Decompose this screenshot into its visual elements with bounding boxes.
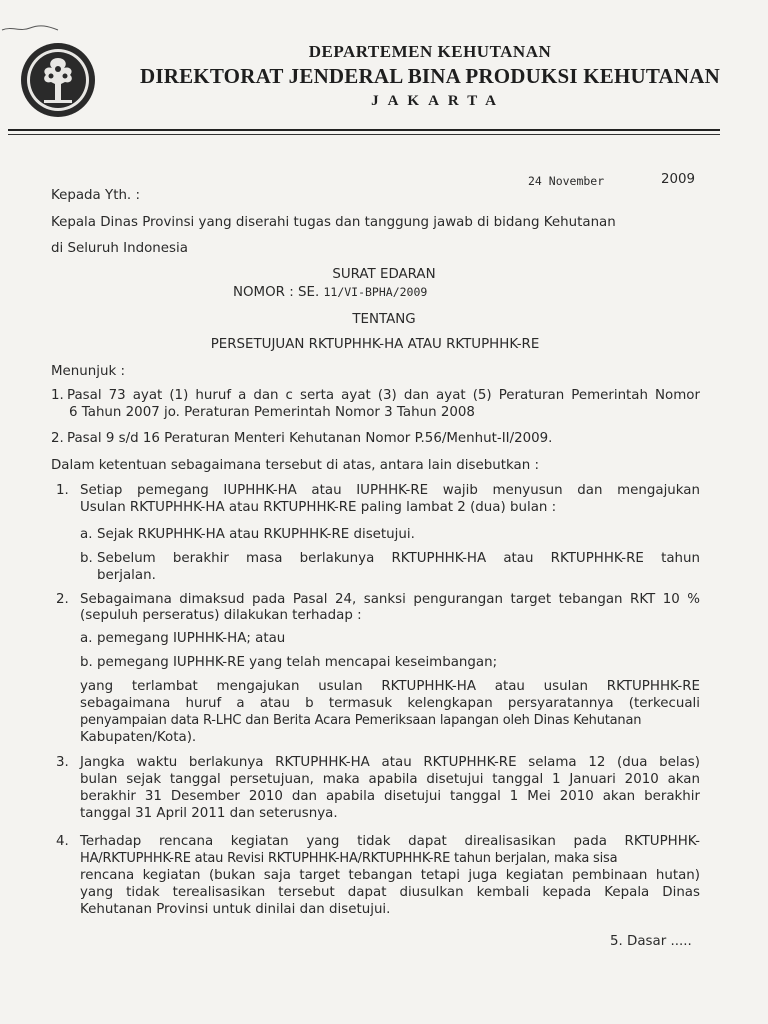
provision-line: HA/RKTUPHHK-RE atau Revisi RKTUPHHK-HA/RKTUPHHK-RE tahun berjalan, maka sisa [80, 851, 618, 866]
date-day-month: 24 November [528, 174, 605, 188]
date-year: 2009 [661, 172, 696, 187]
provision-tail-line: Kabupaten/Kota). [80, 730, 197, 745]
provision-line: bulan sejak tanggal persetujuan, maka apabila disetujui tanggal 1 Januari 2010 akan [80, 772, 700, 787]
continuation-marker: 5. Dasar ..... [610, 934, 692, 949]
recipient-greeting: Kepada Yth. : [51, 188, 140, 203]
reference-line: Pasal 73 ayat (1) huruf a dan c serta ayat (3) dan ayat (5) Peraturan Pemerintah Nomor [67, 388, 700, 403]
provision-sub-line: berjalan. [97, 568, 156, 583]
provision-sub-line: pemegang IUPHHK-HA; atau [97, 631, 286, 646]
provision-sub-letter: b. [80, 551, 93, 566]
letterhead-rule-thick [8, 129, 720, 131]
forestry-department-emblem-icon [18, 40, 98, 120]
provision-line: yang tidak terealisasikan tersebut dapat diusulkan kembali kepada Kepala Dinas [80, 885, 700, 900]
provision-number: 2. [56, 592, 69, 607]
letter-type: SURAT EDARAN [332, 267, 436, 282]
provision-line: (sepuluh perseratus) dilakukan terhadap : [80, 608, 362, 623]
letterhead-directorate: DIREKTORAT JENDERAL BINA PRODUKSI KEHUTANAN [140, 64, 720, 88]
reference-line: Pasal 9 s/d 16 Peraturan Menteri Kehutanan Nomor P.56/Menhut-II/2009. [67, 431, 553, 446]
provision-line: Usulan RKTUPHHK-HA atau RKTUPHHK-RE paling lambat 2 (dua) bulan : [80, 500, 557, 515]
provisions-intro: Dalam ketentuan sebagaimana tersebut di atas, antara lain disebutkan : [51, 458, 539, 473]
provision-number: 4. [56, 834, 69, 849]
provision-sub-line: Sebelum berakhir masa berlakunya RKTUPHHK-HA atau RKTUPHHK-RE tahun [97, 551, 700, 566]
provision-tail-line: yang terlambat mengajukan usulan RKTUPHHK-HA atau usulan RKTUPHHK-RE [80, 679, 700, 694]
provision-line: Sebagaimana dimaksud pada Pasal 24, sanksi pengurangan target tebangan RKT 10 % [80, 592, 700, 607]
recipient-line-2: di Seluruh Indonesia [51, 241, 188, 256]
reference-number: 1. [51, 388, 64, 403]
letterhead-department: DEPARTEMEN KEHUTANAN [308, 42, 552, 61]
provision-line: berakhir 31 Desember 2010 dan apabila disetujui tanggal 1 Mei 2010 akan berakhir [80, 789, 700, 804]
provision-line: Terhadap rencana kegiatan yang tidak dapat direalisasikan pada RKTUPHHK- [80, 834, 700, 849]
provision-sub-line: Sejak RKUPHHK-HA atau RKUPHHK-RE disetujui. [97, 527, 415, 542]
letter-subject: PERSETUJUAN RKTUPHHK-HA ATAU RKTUPHHK-RE [210, 337, 540, 352]
reference-number: 2. [51, 431, 64, 446]
provision-tail-line: penyampaian data R-LHC dan Berita Acara Pemeriksaan lapangan oleh Dinas Kehutanan [80, 713, 642, 728]
provision-tail-line: sebagaimana huruf a atau b termasuk kelengkapan persyaratannya (terkecuali [80, 696, 700, 711]
provision-line: Setiap pemegang IUPHHK-HA atau IUPHHK-RE wajib menyusun dan mengajukan [80, 483, 700, 498]
about-label: TENTANG [352, 312, 416, 327]
corner-scribble [0, 22, 60, 36]
letterhead-rule-thin [8, 134, 720, 135]
reference-line: 6 Tahun 2007 jo. Peraturan Pemerintah Nomor 3 Tahun 2008 [69, 405, 475, 420]
provision-sub-letter: a. [80, 631, 93, 646]
recipient-line-1: Kepala Dinas Provinsi yang diserahi tugas dan tanggung jawab di bidang Kehutanan [51, 215, 616, 230]
provision-sub-letter: a. [80, 527, 93, 542]
provision-sub-letter: b. [80, 655, 93, 670]
reference-intro: Menunjuk : [51, 364, 125, 379]
letter-number [233, 283, 427, 302]
letterhead-city: JAKARTA [371, 93, 505, 109]
provision-line: rencana kegiatan (bukan saja target tebangan tetapi juga kegiatan pembinaan hutan) [80, 868, 700, 883]
provision-number: 1. [56, 483, 69, 498]
provision-line: Jangka waktu berlakunya RKTUPHHK-HA atau RKTUPHHK-RE selama 12 (dua belas) [80, 755, 700, 770]
letter-number-label: NOMOR : SE. [233, 285, 320, 300]
provision-number: 3. [56, 755, 69, 770]
provision-sub-line: pemegang IUPHHK-RE yang telah mencapai keseimbangan; [97, 655, 498, 670]
provision-line: Kehutanan Provinsi untuk dinilai dan disetujui. [80, 902, 391, 917]
letter-number-value: 11/VI-BPHA/2009 [323, 285, 428, 299]
provision-line: tanggal 31 April 2011 dan seterusnya. [80, 806, 338, 821]
